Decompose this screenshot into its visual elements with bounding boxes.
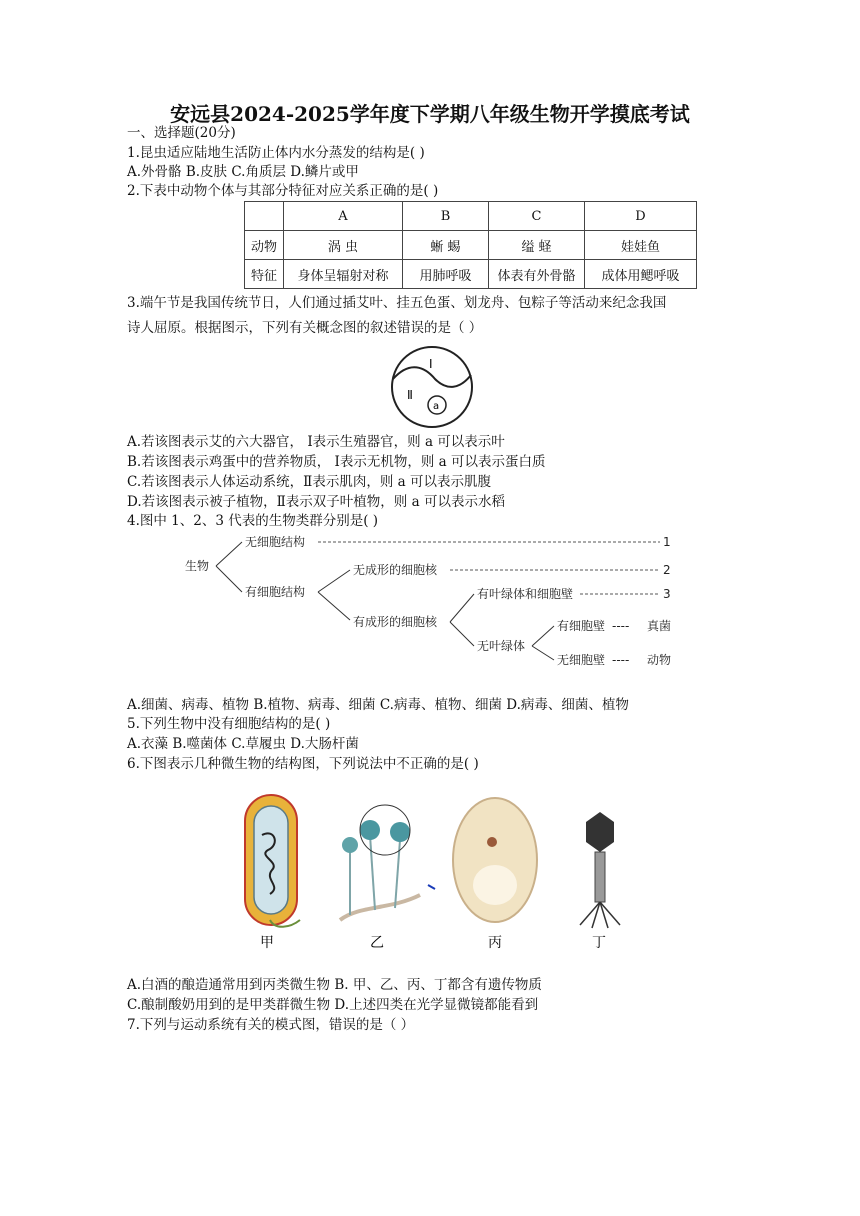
q5-options: A.衣藻 B.噬菌体 C.草履虫 D.大肠杆菌 — [127, 736, 359, 752]
tree-branch — [216, 542, 242, 592]
q3-option-c: C.若该图表示人体运动系统，Ⅱ表示肌肉，则 a 可以表示肌腹 — [127, 474, 491, 490]
q3-stem-line1: 3.端午节是我国传统节日，人们通过插艾叶、挂五色蛋、划龙舟、包粽子等活动来纪念我国 — [127, 295, 667, 311]
tree-num-1: 1 — [663, 535, 671, 549]
section-heading: 一、选择题(20分) — [127, 125, 236, 141]
table-cell: 身体呈辐射对称 — [284, 260, 403, 289]
bacterium-illustration — [245, 795, 300, 927]
q1-options: A.外骨骼 B.皮肤 C.角质层 D.鳞片或甲 — [127, 164, 359, 180]
region-label-1: Ⅰ — [429, 357, 433, 371]
table-row — [245, 202, 697, 231]
mold-illustration — [340, 805, 435, 920]
q4-stem: 4.图中 1、2、3 代表的生物类群分别是( ) — [127, 513, 379, 529]
table-cell: D — [585, 202, 697, 231]
table-cell: B — [403, 202, 489, 231]
table-cell: A — [284, 202, 403, 231]
phage-illustration — [580, 812, 620, 928]
table-cell: 体表有外骨骼 — [489, 260, 585, 289]
tree-node-wall: 有细胞壁 — [557, 619, 606, 633]
table-cell: 用肺呼吸 — [403, 260, 489, 289]
exam-title: 安远县2024-2025学年度下学期八年级生物开学摸底考试 — [170, 102, 690, 126]
q7-stem: 7.下列与运动系统有关的模式图，错误的是（ ） — [127, 1017, 415, 1033]
table-cell: 蜥 蜴 — [403, 231, 489, 260]
figure-label-jia: 甲 — [260, 935, 274, 951]
figure-label-ding: 丁 — [592, 935, 606, 951]
tree-node-acellular: 无细胞结构 — [245, 535, 306, 549]
table-cell: 缢 蛏 — [489, 231, 585, 260]
tree-num-3: 3 — [663, 587, 671, 601]
tree-root: 生物 — [185, 559, 210, 573]
table-cell: 涡 虫 — [284, 231, 403, 260]
q3-stem-line2: 诗人屈原。根据图示，下列有关概念图的叙述错误的是（ ） — [127, 320, 483, 336]
tree-branch — [532, 626, 554, 660]
table-cell: 成体用鳃呼吸 — [585, 260, 697, 289]
tree-node-cellular: 有细胞结构 — [245, 585, 306, 599]
tree-node-no-wall: 无细胞壁 — [557, 653, 606, 667]
q6-options-line1: A.白酒的酿造通常用到丙类微生物 B. 甲、乙、丙、丁都含有遗传物质 — [127, 977, 542, 993]
tree-node-nucleus: 有成形的细胞核 — [353, 615, 438, 629]
q6-options-line2: C.酿制酸奶用到的是甲类群微生物 D.上述四类在光学显微镜都能看到 — [127, 997, 539, 1013]
tree-leaf-fungi: 真菌 — [647, 619, 672, 633]
q3-option-a: A.若该图表示艾的六大器官， Ⅰ表示生殖器官，则 a 可以表示叶 — [127, 434, 505, 450]
figure-label-yi: 乙 — [370, 935, 384, 951]
q3-option-b: B.若该图表示鸡蛋中的营养物质， Ⅰ表示无机物，则 a 可以表示蛋白质 — [127, 454, 546, 470]
q3-concept-figure — [385, 345, 480, 430]
q5-stem: 5.下列生物中没有细胞结构的是( ) — [127, 716, 331, 732]
tree-branch — [318, 570, 350, 620]
tree-num-2: 2 — [663, 563, 671, 577]
q4-classification-tree — [180, 530, 680, 675]
table-row — [245, 231, 697, 260]
table-cell — [245, 202, 284, 231]
yeast-illustration — [453, 798, 537, 922]
tree-leaf-animal: 动物 — [647, 653, 672, 667]
table-row — [245, 260, 697, 289]
tree-node-chloroplast: 有叶绿体和细胞壁 — [477, 587, 574, 601]
q2-table — [244, 201, 697, 289]
figure-label-bing: 丙 — [488, 935, 502, 951]
table-cell: 特征 — [245, 260, 284, 289]
q2-stem: 2.下表中动物个体与其部分特征对应关系正确的是( ) — [127, 183, 439, 199]
q6-microbe-figure — [230, 790, 650, 955]
table-cell: C — [489, 202, 585, 231]
table-cell: 动物 — [245, 231, 284, 260]
q6-stem: 6.下图表示几种微生物的结构图，下列说法中不正确的是( ) — [127, 756, 479, 772]
q3-option-d: D.若该图表示被子植物，Ⅱ表示双子叶植物，则 a 可以表示水稻 — [127, 494, 505, 510]
q1-stem: 1.昆虫适应陆地生活防止体内水分蒸发的结构是( ) — [127, 145, 425, 161]
tree-dash: ---- — [612, 653, 630, 667]
tree-dash: ---- — [612, 619, 630, 633]
region-label-a: a — [433, 401, 440, 412]
tree-node-no-nucleus: 无成形的细胞核 — [353, 563, 438, 577]
region-label-2: Ⅱ — [407, 388, 413, 402]
table-cell: 娃娃鱼 — [585, 231, 697, 260]
tree-node-no-chloroplast: 无叶绿体 — [477, 639, 526, 653]
tree-branch — [450, 594, 474, 646]
q4-options: A.细菌、病毒、植物 B.植物、病毒、细菌 C.病毒、植物、细菌 D.病毒、细菌、植物 — [127, 697, 629, 713]
